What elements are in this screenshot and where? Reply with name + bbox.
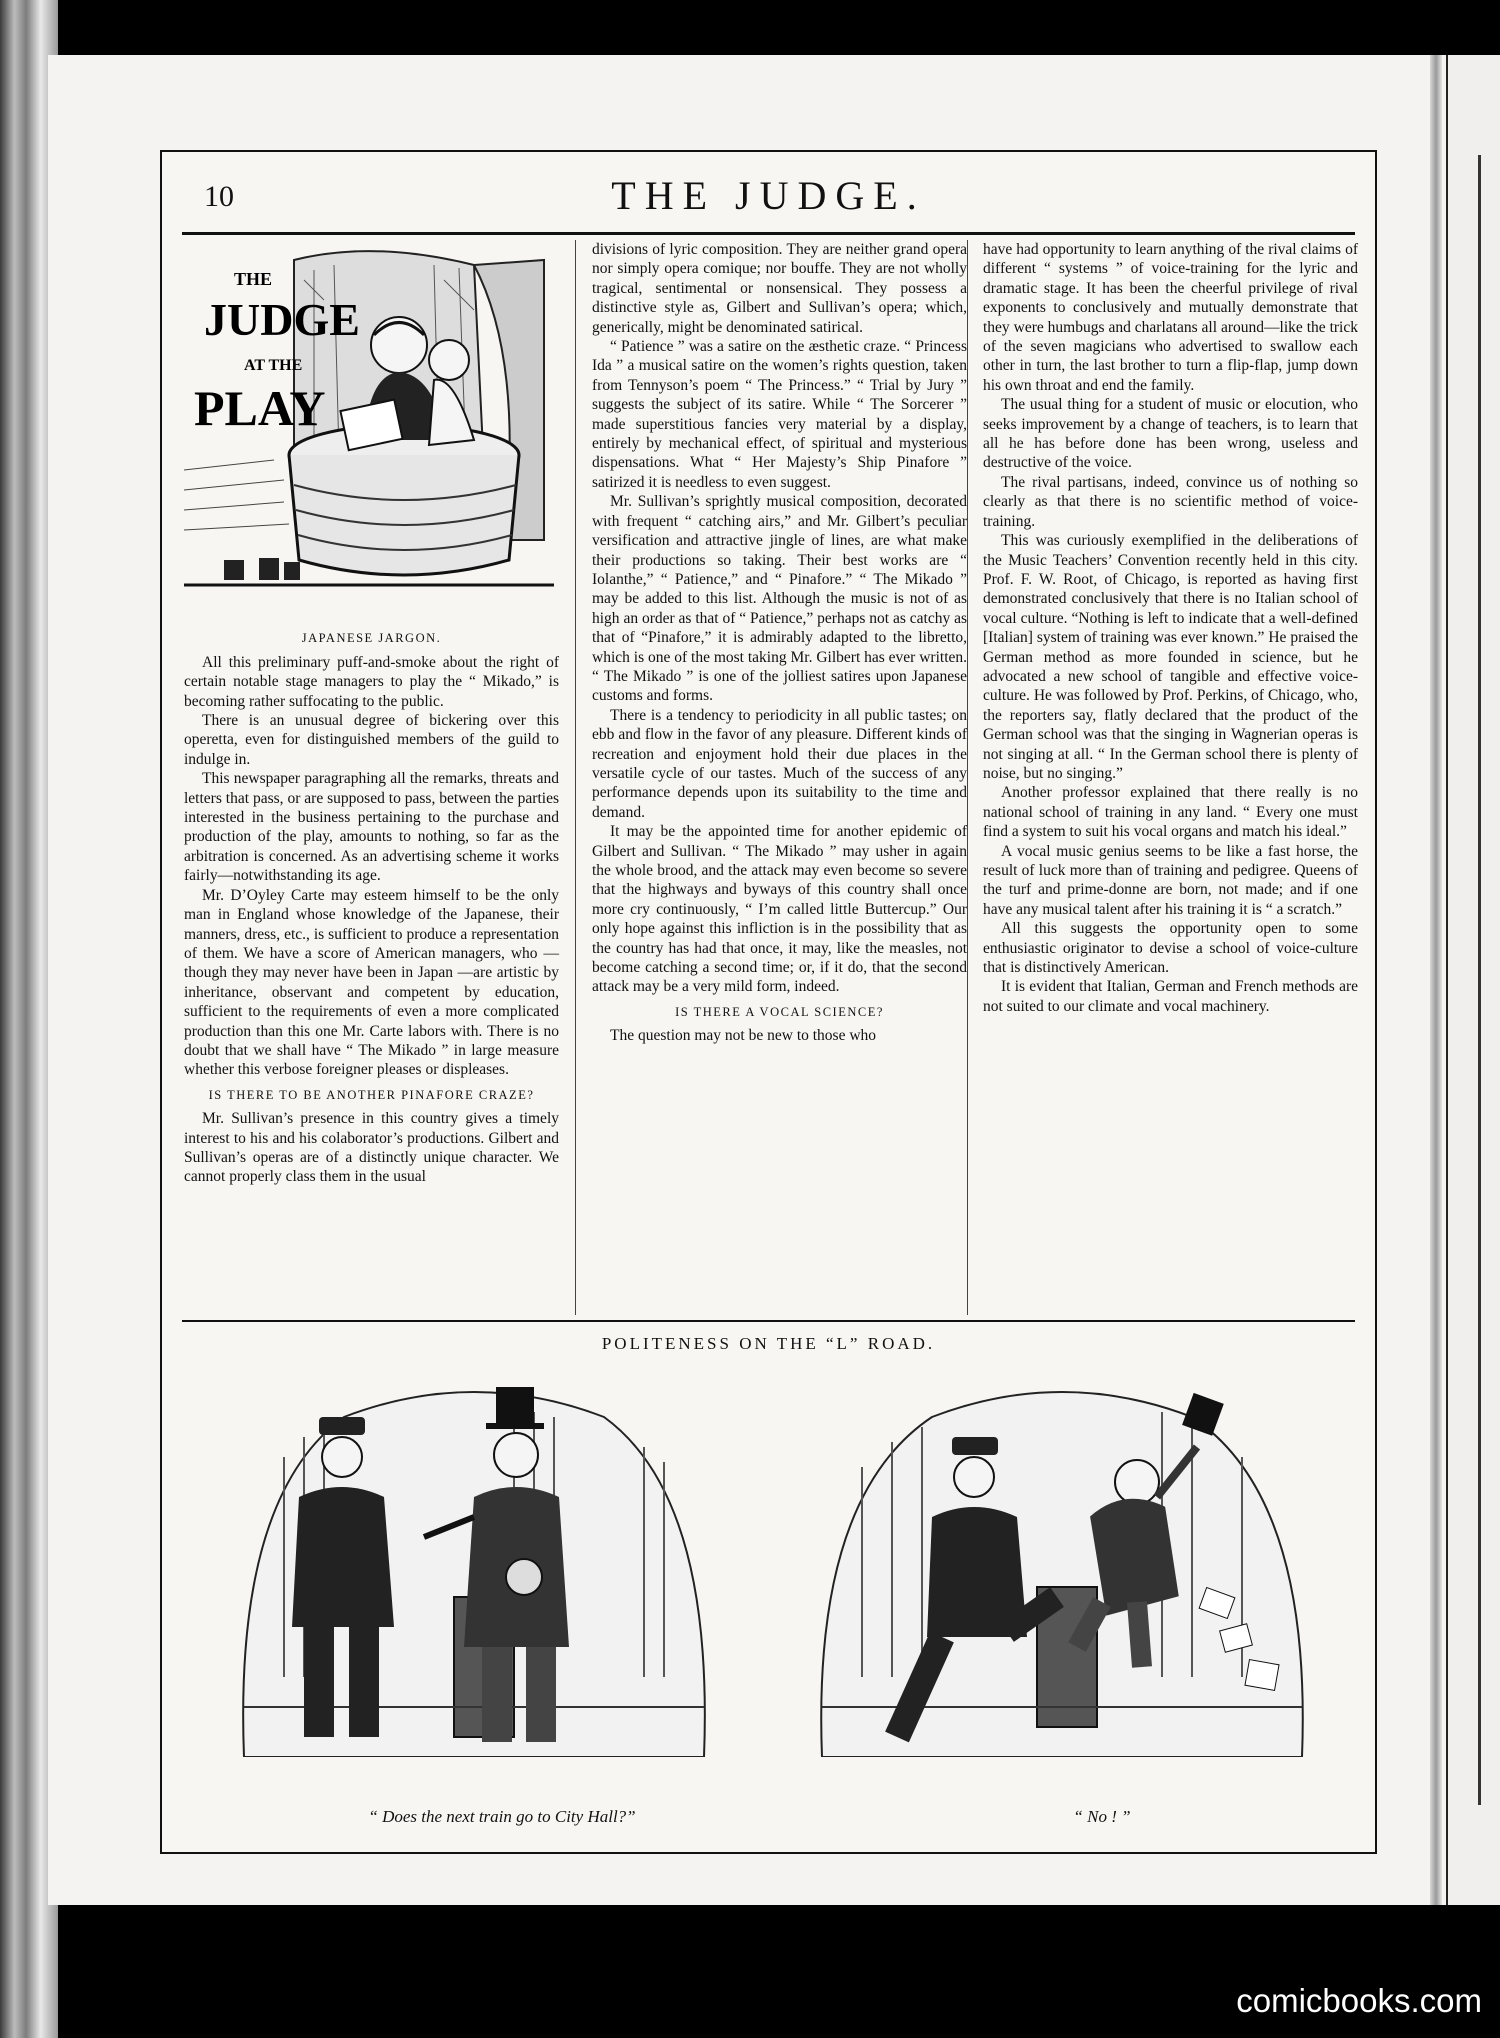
svg-text:AT THE: AT THE [244,357,303,374]
masthead-rule [182,232,1355,235]
paragraph: It is evident that Italian, German and French methods are not suited to our climate and vocal machinery. [983,978,1358,1015]
paragraph: Mr. D’Oyley Carte may esteem himself to be the only man in England whose knowledge of the Japanese, their manners, dress, etc., is sufficient to produce a representation of them. We have a score of American managers, who —though they may never have been in Japan —are artistic by inheritance, observant and competent by education, sufficient to the requirements of even a more complicated production than this one Mr. Carte labors with. There is no doubt that we shall have “ The Mikado ” in large measure whether this verbose foreigner pleases or displeases. [184,886,559,1079]
paragraph: The usual thing for a student of music or elocution, who seeks improvement by a change of teachers, is to learn that all he has before done has been wrong, useless and destructive of the voice. [983,396,1358,472]
paragraph: All this preliminary puff-and-smoke about the right of certain notable stage managers to play the “ Mikado,” is becoming rather suffocating to the public. [184,653,559,710]
column-rule [575,240,576,1315]
cartoon-title: POLITENESS ON THE “L” ROAD. [601,1334,936,1353]
paragraph: Mr. Sullivan’s sprightly musical composition, decorated with frequent “ catching airs,” and Mr. Gilbert’s peculiar versification and attractive jingle of lines, are what make their productions so taking. Their best works are “ Iolanthe,” “ Patience,” and “ Pinafore.” “ The Mikado ” may be added to this list. Although the music is not of as high an order as that of “ Patience,” perhaps not as catchy as that of “Pinafore,” it is admirably adapted to the libretto, which is one of the most taking Mr. Gilbert has ever written. “ The Mikado ” is one of the jolliest satires upon Japanese customs and forms. [592,493,967,705]
svg-text:JUDGE: JUDGE [204,294,360,345]
page-number: 10 [204,180,234,213]
paragraph: The question may not be new to those who [610,1027,877,1045]
paragraph: divisions of lyric composition. They are neither grand opera nor simply opera comique; nor bouffe. They are not wholly tragical, sentimental or nonsensical. They possess a distinctive style as, Gilbert and Sullivan’s opera; which, generically, might be denominated satirical. [592,241,967,336]
next-page-strip [1446,55,1500,1905]
subhead: IS THERE A VOCAL SCIENCE? [675,1004,884,1019]
cartoon-panel-left [224,1377,724,1757]
paragraph: All this suggests the opportunity open to some enthusiastic originator to devise a school of voice-culture that is distinctively American. [983,920,1358,977]
cartoon-caption-right: “ No ! ” [1073,1807,1131,1826]
paragraph: There is an unusual degree of bickering over this operetta, even for distinguished members of the guild to indulge in. [184,712,559,768]
paragraph: A vocal music genius seems to be like a fast horse, the result of luck more than of training and pedigree. Queens of the turf and prime-donne are born, not made; and if one have any musical talent after his training it is “ a scratch.” [983,842,1358,918]
paragraph: It may be the appointed time for another epidemic of Gilbert and Sullivan. “ The Mikado ” may usher in again the whole brood, and the attack may even become so severe that the highways and byways of this country shall once more cry continuously, “ I’m called little Buttercup.” Our only hope against this infliction is in the possibility that as the country has had that once, it may, like the measles, not become catching a second time; or, if it do, that the second attack may be a very mild form, indeed. [592,823,967,996]
masthead: THE JUDGE. [611,173,926,218]
watermark: comicbooks.com [1236,1982,1482,2019]
column-3 [983,240,1358,1016]
column-rule [967,240,968,1315]
paragraph: “ Patience ” was a satire on the æsthetic craze. “ Princess Ida ” a musical satire on the women’s rights question, taken from Tennyson’s poem “ The Princess.” “ Trial by Jury ” suggests the subject of its satire. While “ The Sorcerer ” made superstitious fancies very material by a display, entirely by mechanical effect, of spiritual and mysterious dispensations. What “ Her Majesty’s Ship Pinafore ” satirized it is needless to even suggest. [592,338,967,491]
paragraph: Mr. Sullivan’s presence in this country gives a timely interest to his and his colaborator’s productions. Gilbert and Sullivan’s operas are of a distinctly unique character. We cannot properly class them in the usual [184,1110,559,1186]
svg-text:THE: THE [234,269,273,289]
subhead: JAPANESE JARGON. [301,631,442,646]
judge-at-the-play-illustration [184,240,554,610]
paragraph: have had opportunity to learn anything of the rival claims of different “ systems ” of voice-training for the lyric and dramatic stage. It has been the cheerful privilege of rival exponents to conclusively and mutually demonstrate that they were humbugs and charlatans all around—like the trick of the seven magicians who advertised to swallow each other in turn, the last brother to turn a flip-flap, jump down his own throat and end the family. [983,241,1358,394]
subhead: IS THERE TO BE ANOTHER PINAFORE CRAZE? [208,1087,535,1102]
paragraph: There is a tendency to periodicity in all public tastes; on ebb and flow in the favor of any pleasure. Different kinds of recreation and enjoyment hold their due places in the versatile cycle of our tastes. Much of the success of any performance depends upon its suitability to the time and demand. [592,706,967,821]
svg-text:PLAY: PLAY [194,380,326,436]
cartoon-caption-left: “ Does the next train go to City Hall?” [368,1807,636,1826]
cartoon-panel-right [802,1377,1322,1757]
column-2 [592,240,967,1046]
paragraph: The rival partisans, indeed, convince us of nothing so clearly as that there is no scientific method of voice-training. [983,473,1358,530]
column-1 [184,240,559,1187]
section-rule [182,1320,1355,1322]
sheet-edge [1430,55,1442,1905]
paragraph: Another professor explained that there really is no national school of training in any land. “ Every one must find a system to suit his vocal organs and match his ideal.” [983,784,1358,841]
newspaper-page [160,150,1377,1854]
paragraph: This newspaper paragraphing all the remarks, threats and letters that pass, or are supposed to pass, between the parties interested in the business pertaining to the purchase and production of the play, amounts to nothing, so far as the arbitration is concerned. As an advertising scheme it works fairly—notwithstanding its age. [184,770,559,885]
paragraph: This was curiously exemplified in the deliberations of the Music Teachers’ Convention recently held in this city. Prof. F. W. Root, of Chicago, is reported as having first demonstrated conclusively that there is no Italian school of vocal culture. “Nothing is left to indicate that a well-defined [Italian] system of training was ever known.” He praised the German method as more founded in science, but he advocated a new school of tangible and effective voice-culture. He was followed by Prof. Perkins, of Chicago, who, the reporters say, flatly declared that the product of the German school was that the singing in Wagnerian operas is not singing at all. “ In the German school there is plenty of noise, but no singing.” [983,532,1358,782]
